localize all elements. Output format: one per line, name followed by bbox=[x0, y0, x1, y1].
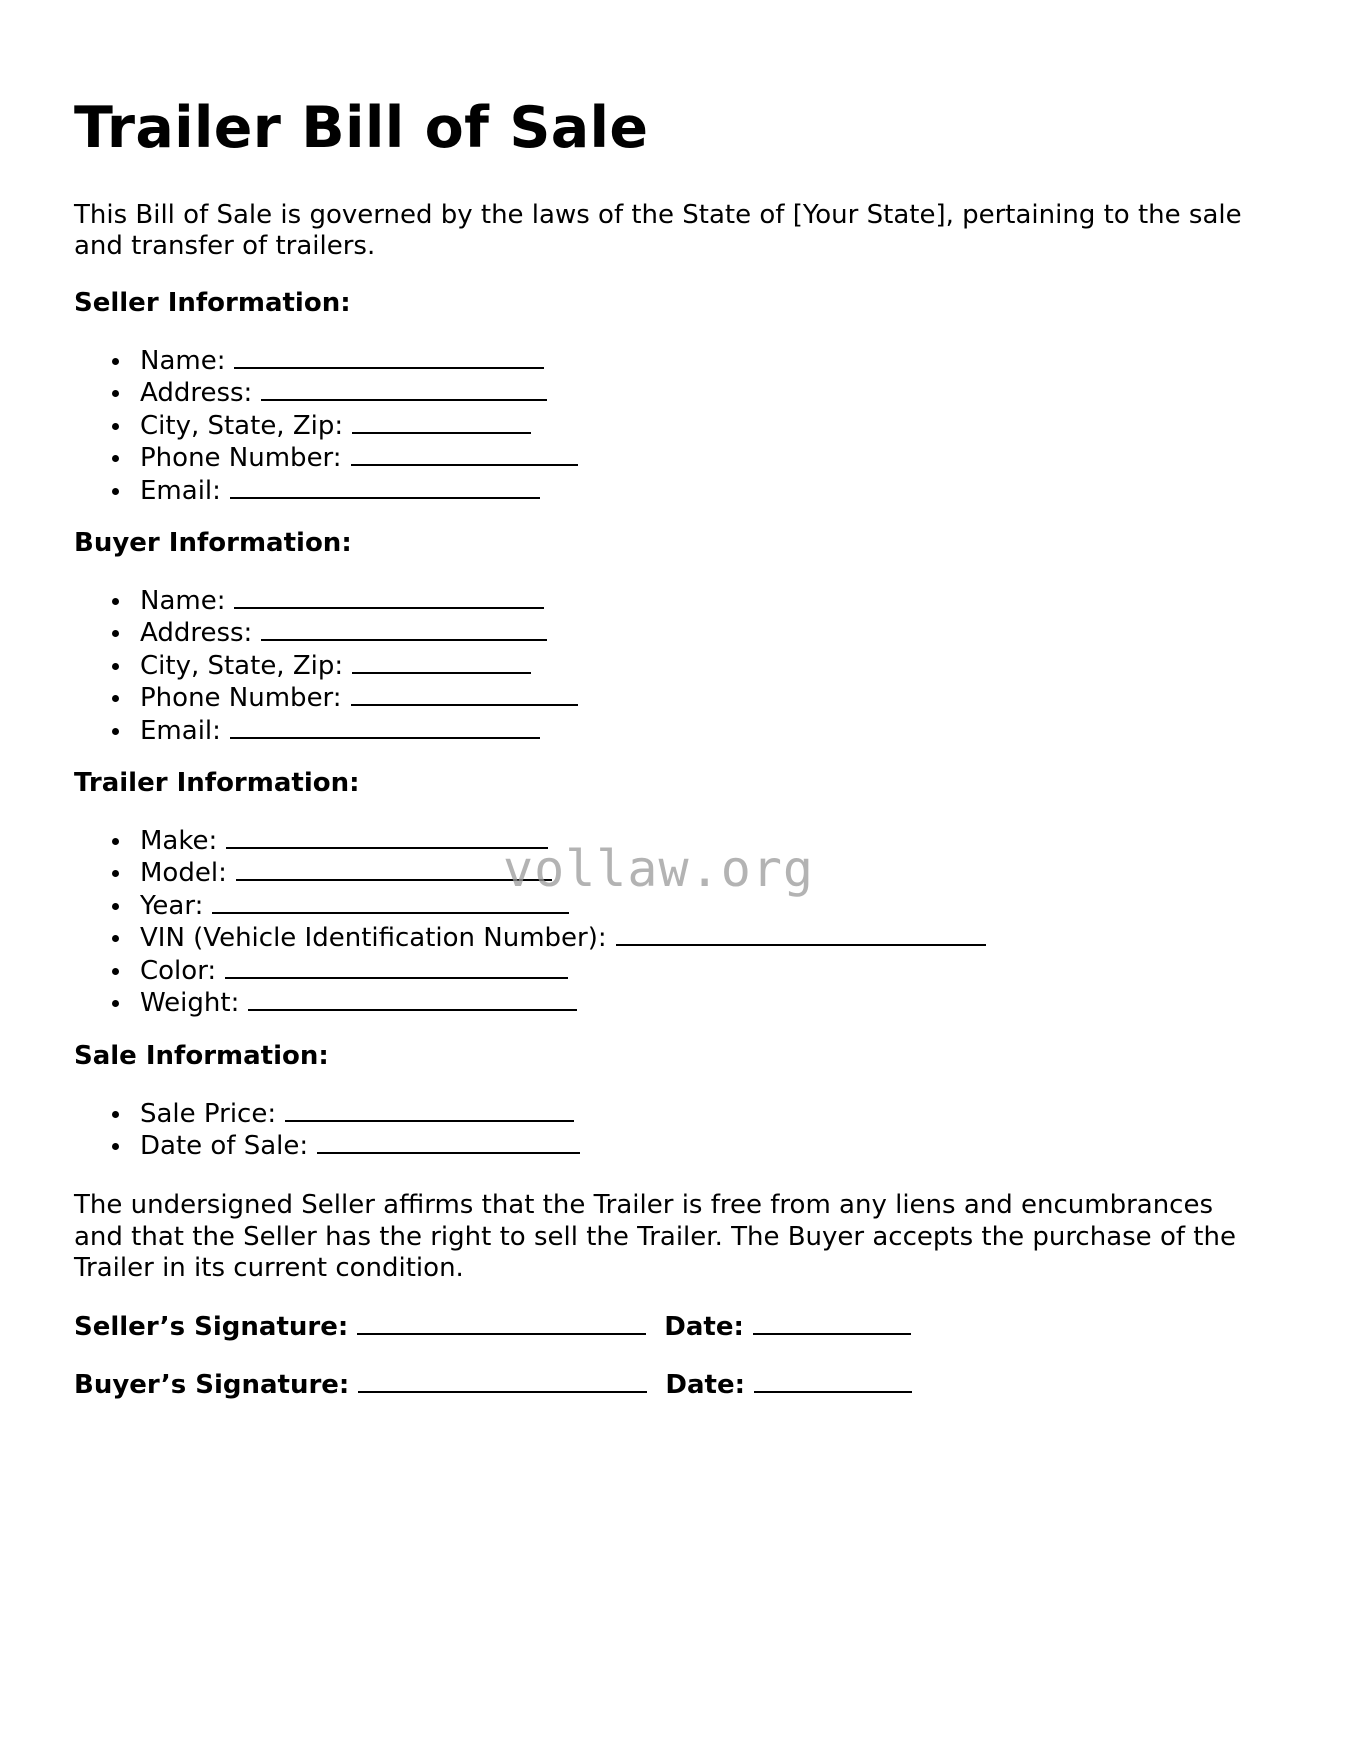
trailer-vin-item bbox=[74, 922, 1274, 954]
buyer-city-blank[interactable] bbox=[352, 650, 531, 674]
buyer-heading: Buyer Information: bbox=[74, 528, 352, 559]
field-label: Model: bbox=[140, 858, 227, 889]
document-page bbox=[74, 92, 1274, 1401]
buyer-city-item bbox=[74, 650, 1274, 682]
seller-name-item bbox=[74, 345, 1274, 377]
field-label: Phone Number: bbox=[140, 683, 342, 714]
field-label: Year: bbox=[140, 890, 204, 921]
sale-fields bbox=[74, 1098, 1274, 1163]
seller-address-item bbox=[74, 377, 1274, 409]
trailer-fields bbox=[74, 825, 1274, 1019]
field-label: Address: bbox=[140, 618, 253, 649]
buyer-address-blank[interactable] bbox=[261, 617, 547, 641]
seller-email-item bbox=[74, 475, 1274, 507]
buyer-email-item bbox=[74, 715, 1274, 747]
field-label: Make: bbox=[140, 826, 218, 857]
watermark-text: vollaw.org bbox=[503, 840, 815, 898]
seller-address-blank[interactable] bbox=[261, 377, 547, 401]
field-label: City, State, Zip: bbox=[140, 410, 344, 441]
sale-price-item bbox=[74, 1098, 1274, 1130]
sale-date-blank[interactable] bbox=[317, 1130, 580, 1154]
buyer-email-blank[interactable] bbox=[230, 715, 540, 739]
seller-heading: Seller Information: bbox=[74, 288, 351, 318]
field-label: Email: bbox=[140, 475, 221, 506]
field-label: City, State, Zip: bbox=[140, 650, 344, 681]
buyer-signature-line bbox=[74, 1369, 1274, 1401]
seller-date-label: Date: bbox=[664, 1311, 744, 1342]
buyer-signature-blank[interactable] bbox=[358, 1369, 647, 1393]
seller-email-blank[interactable] bbox=[230, 475, 540, 499]
buyer-phone-blank[interactable] bbox=[351, 682, 578, 706]
field-label: Address: bbox=[140, 378, 253, 409]
seller-city-item bbox=[74, 410, 1274, 442]
buyer-name-item bbox=[74, 585, 1274, 617]
trailer-year-blank[interactable] bbox=[212, 890, 569, 914]
closing-paragraph: The undersigned Seller affirms that the Trailer is free from any liens and encumbrances and that the Seller has the right to sell the Trailer. The Buyer accepts the purchase of the Trailer in its current condition. bbox=[74, 1190, 1236, 1284]
field-label: Sale Price: bbox=[140, 1098, 277, 1129]
field-label: VIN (Vehicle Identification Number): bbox=[140, 923, 607, 954]
seller-signature-blank[interactable] bbox=[357, 1311, 646, 1335]
field-label: Color: bbox=[140, 955, 217, 986]
buyer-name-blank[interactable] bbox=[234, 585, 544, 609]
sale-heading: Sale Information: bbox=[74, 1040, 329, 1071]
field-label: Name: bbox=[140, 586, 226, 617]
trailer-weight-item bbox=[74, 987, 1274, 1019]
buyer-address-item bbox=[74, 617, 1274, 649]
seller-date-blank[interactable] bbox=[753, 1311, 911, 1335]
trailer-color-blank[interactable] bbox=[225, 955, 568, 979]
buyer-signature-label: Buyer’s Signature: bbox=[74, 1369, 350, 1400]
seller-phone-item bbox=[74, 442, 1274, 474]
seller-signature-label: Seller’s Signature: bbox=[74, 1311, 349, 1342]
sale-date-item bbox=[74, 1130, 1274, 1162]
field-label: Email: bbox=[140, 715, 221, 746]
sale-price-blank[interactable] bbox=[285, 1098, 574, 1122]
seller-city-blank[interactable] bbox=[352, 410, 531, 434]
trailer-make-blank[interactable] bbox=[226, 825, 548, 849]
buyer-fields bbox=[74, 585, 1274, 747]
buyer-date-label: Date: bbox=[665, 1369, 745, 1400]
trailer-model-blank[interactable] bbox=[236, 857, 552, 881]
field-label: Name: bbox=[140, 346, 226, 376]
trailer-model-item bbox=[74, 857, 1274, 889]
page-title: Trailer Bill of Sale bbox=[74, 95, 649, 161]
trailer-year-item bbox=[74, 890, 1274, 922]
seller-name-blank[interactable] bbox=[234, 345, 544, 369]
seller-fields bbox=[74, 345, 1274, 507]
trailer-heading: Trailer Information: bbox=[74, 768, 360, 799]
buyer-date-blank[interactable] bbox=[754, 1369, 912, 1393]
trailer-vin-blank[interactable] bbox=[616, 922, 986, 946]
seller-phone-blank[interactable] bbox=[351, 442, 578, 466]
trailer-weight-blank[interactable] bbox=[248, 987, 577, 1011]
buyer-phone-item bbox=[74, 682, 1274, 714]
field-label: Weight: bbox=[140, 988, 240, 1019]
field-label: Date of Sale: bbox=[140, 1130, 309, 1161]
field-label: Phone Number: bbox=[140, 443, 342, 474]
trailer-make-item bbox=[74, 825, 1274, 857]
trailer-color-item bbox=[74, 955, 1274, 987]
seller-signature-line bbox=[74, 1311, 1274, 1343]
intro-paragraph: This Bill of Sale is governed by the laws of the State of [Your State], pertaining to the sale and transfer of trailers. bbox=[74, 200, 1242, 261]
